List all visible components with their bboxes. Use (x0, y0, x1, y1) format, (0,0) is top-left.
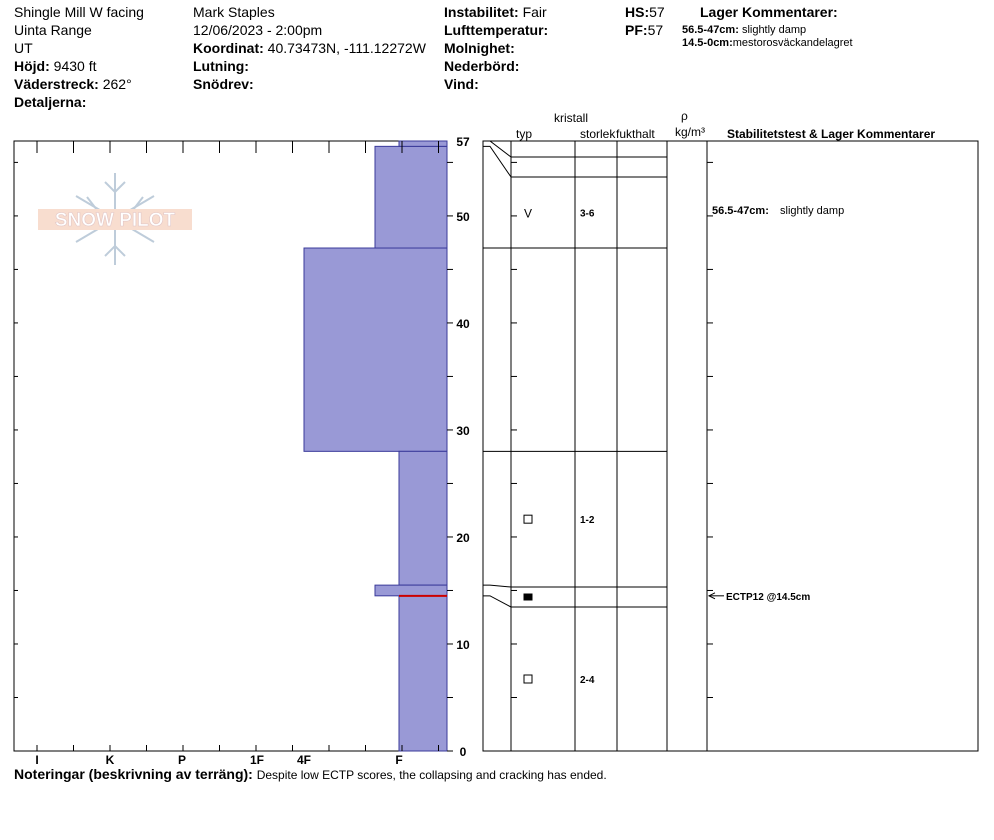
wind-label: Vind: (444, 76, 479, 92)
layer-connector (483, 141, 511, 157)
crystal-type-symbol (524, 594, 532, 600)
pf-label: PF: (625, 22, 648, 38)
coord-value: 40.73473N, -111.12272W (267, 40, 426, 56)
hardness-layer-bar (399, 596, 447, 751)
hs-label: HS: (625, 4, 650, 20)
aspect-value: 262° (102, 76, 132, 92)
slope-label: Lutning: (193, 58, 249, 74)
cloud-label: Molnighet: (444, 40, 515, 56)
layer-connector (483, 596, 511, 607)
layer-table-frame (483, 141, 978, 751)
depth-label: 30 (456, 423, 470, 438)
state-name: UT (14, 40, 33, 56)
depth-label: 40 (456, 316, 470, 331)
crystal-size-label: 1-2 (580, 515, 595, 527)
type-header: typ (516, 127, 533, 141)
layer-comment-text: slightly damp (741, 24, 807, 36)
depth-label: 50 (456, 209, 470, 224)
layer-comment-range: 56.5-47cm: (712, 204, 769, 217)
stability-test-marks (709, 205, 844, 603)
instability-value: Fair (522, 4, 547, 20)
hardness-layer-bar (375, 585, 447, 596)
logo-text: SNOW PILOT (54, 210, 176, 231)
elevation-label: Höjd: (14, 58, 50, 74)
size-header: storlek (580, 127, 616, 141)
details-label: Detaljerna: (14, 94, 87, 110)
pf-value: 57 (647, 22, 664, 38)
location-name: Shingle Mill W facing (14, 4, 144, 20)
hardness-label: K (105, 753, 115, 767)
precip-label: Nederbörd: (444, 58, 520, 74)
depth-label: 0 (459, 745, 467, 759)
layer-comment-text: mestorosväckandelagret (732, 37, 853, 49)
depth-label: 57 (456, 135, 470, 149)
crystal-size-label: 2-4 (580, 675, 595, 686)
layer-connector (483, 146, 511, 177)
drift-label: Snödrev: (193, 76, 254, 92)
layer-comment-text: slightly damp (780, 204, 845, 217)
rho-header: ρ (681, 109, 688, 123)
moisture-header: fukthalt (616, 127, 655, 141)
hs-value: 57 (649, 4, 665, 20)
layer-connector (483, 585, 511, 587)
notes-label: Noteringar (beskrivning av terräng): (14, 766, 253, 782)
hardness-label: P (177, 753, 187, 767)
date-time: 12/06/2023 - 2:00pm (193, 22, 323, 38)
snowpilot-logo (38, 173, 192, 265)
hardness-layer-bar (375, 146, 447, 248)
hardness-label: 1F (249, 753, 265, 767)
layer-comment-range: 14.5-0cm: (682, 37, 733, 49)
layer-comment-range: 56.5-47cm: (682, 24, 739, 36)
hardness-label: I (35, 753, 39, 767)
aspect-label: Väderstreck: (14, 76, 99, 92)
hardness-layer-bar (304, 248, 447, 451)
hardness-layer-bar (399, 451, 447, 585)
hardness-axis-labels (35, 753, 402, 767)
range-name: Uinta Range (14, 22, 92, 38)
crystal-type-symbol: V (523, 206, 533, 221)
crystal-type-symbol (524, 675, 532, 683)
density-unit-header: kg/m³ (675, 125, 705, 139)
observer-name: Mark Staples (193, 4, 275, 20)
notes-text: Despite low ECTP scores, the collapsing and cracking has ended. (256, 768, 607, 782)
depth-label: 20 (456, 530, 470, 545)
stability-header: Stabilitetstest & Lager Kommentarer (727, 127, 936, 141)
depth-axis-labels (456, 135, 470, 759)
elevation-value: 9430 ft (53, 58, 97, 74)
airtemp-label: Lufttemperatur: (444, 22, 549, 38)
crystal-header: kristall (554, 111, 589, 125)
hardness-layer-bar (399, 141, 447, 146)
layer-comments-title: Lager Kommentarer: (700, 4, 838, 20)
stability-test-label: ECTP12 @14.5cm (726, 591, 811, 603)
hardness-label: 4F (296, 753, 312, 767)
coord-label: Koordinat: (193, 40, 264, 56)
instability-label: Instabilitet: (444, 4, 519, 20)
layer-table-ticks (511, 162, 713, 751)
crystal-size-label: 3-6 (580, 208, 595, 220)
notes (14, 766, 607, 783)
depth-label: 10 (456, 637, 470, 652)
hardness-label: F (395, 753, 403, 767)
crystal-type-symbol (524, 515, 532, 523)
hardness-layers (304, 141, 447, 751)
